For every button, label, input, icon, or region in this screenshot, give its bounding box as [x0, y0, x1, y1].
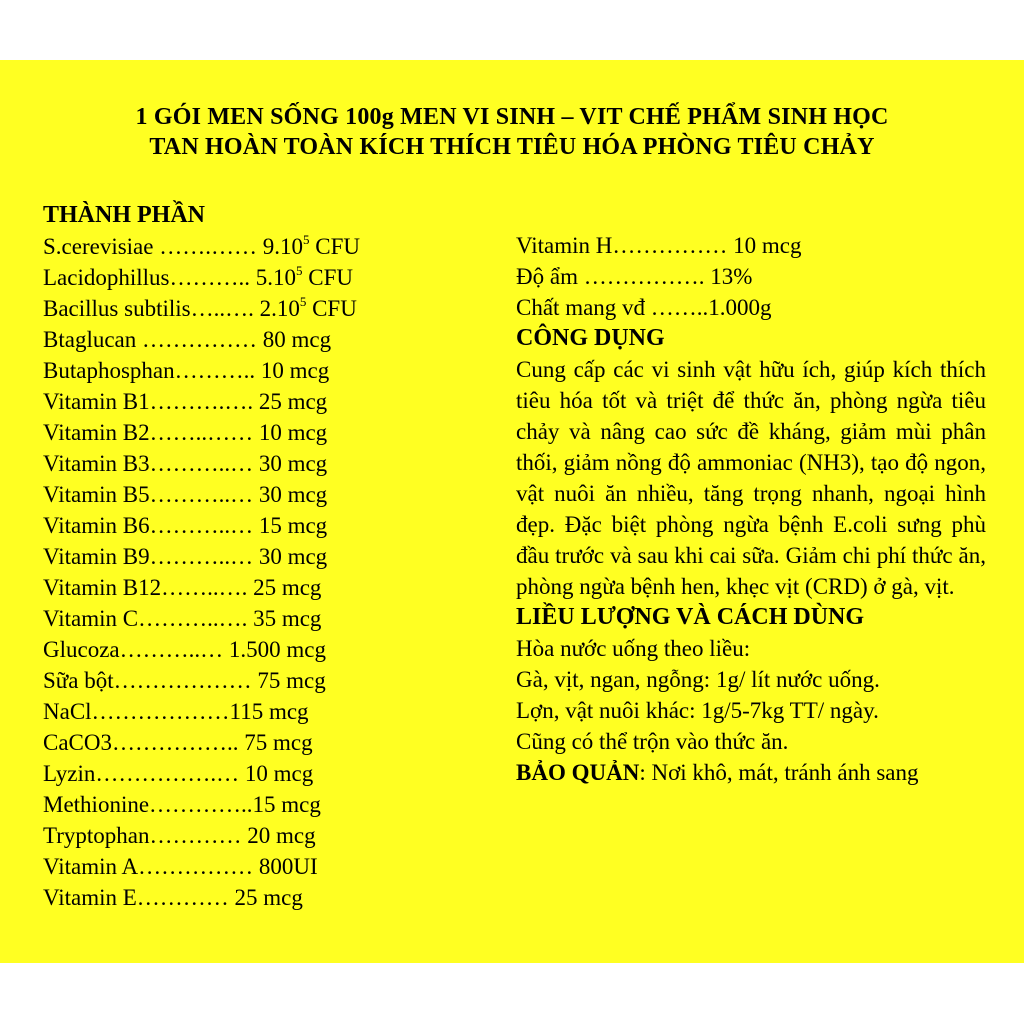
ingredient-unit: CFU	[302, 265, 353, 290]
dosage-heading: LIỀU LƯỢNG VÀ CÁCH DÙNG	[516, 604, 865, 630]
ingredient-text: Vitamin H…………… 10 mcg	[516, 233, 802, 258]
ingredient-row	[43, 231, 503, 262]
ingredient-row	[43, 262, 503, 293]
dosage-line: Hòa nước uống theo liều:	[516, 636, 751, 661]
dosage-line: Lợn, vật nuôi khác: 1g/5-7kg TT/ ngày.	[516, 698, 879, 723]
dosage-line: Cũng có thể trộn vào thức ăn.	[516, 729, 789, 754]
ingredient-text: Butaphosphan……….. 10 mcg	[43, 358, 330, 383]
ingredient-text: Lacidophillus……….. 5.10	[43, 265, 296, 290]
ingredient-row	[43, 603, 503, 634]
ingredient-text: Vitamin E………… 25 mcg	[43, 885, 303, 910]
ingredient-unit: CFU	[306, 296, 357, 321]
storage-label: BẢO QUẢN	[516, 760, 640, 785]
ingredient-row	[43, 665, 503, 696]
ingredient-list-continued	[516, 230, 986, 323]
ingredient-text: Vitamin B3………..… 30 mcg	[43, 451, 328, 476]
ingredient-text: Vitamin B9………..… 30 mcg	[43, 544, 328, 569]
storage-text: : Nơi khô, mát, tránh ánh sang	[639, 760, 919, 785]
ingredients-heading: THÀNH PHẦN	[43, 202, 205, 228]
ingredient-row	[43, 541, 503, 572]
uses-text: Cung cấp các vi sinh vật hữu ích, giúp kích thích tiêu hóa tốt và triệt để thức ăn, phòng ngừa tiêu chảy và nâng cao sức đề kháng, giảm mùi phân thối, giảm nồng độ ammoniac (NH3), tạo độ ngon, vật nuôi ăn nhiều, tăng trọng nhanh, ngoại hình đẹp. Đặc biệt phòng ngừa bệnh E.coli sưng phù đầu trước và sau khi cai sữa. Giảm chi phí thức ăn, phòng ngừa bệnh hen, khẹc vịt (CRD) ở gà, vịt.	[516, 357, 986, 599]
ingredient-row	[516, 261, 986, 292]
ingredient-text: Vitamin C………..…. 35 mcg	[43, 606, 322, 631]
dosage-line: Gà, vịt, ngan, ngỗng: 1g/ lít nước uống.	[516, 667, 880, 692]
ingredient-row	[43, 634, 503, 665]
ingredient-row	[43, 696, 503, 727]
ingredient-text: NaCl………………115 mcg	[43, 699, 309, 724]
ingredient-row	[43, 820, 503, 851]
ingredient-text: Sữa bột……………… 75 mcg	[43, 668, 326, 693]
ingredient-exponent: 5	[302, 232, 310, 247]
ingredient-row	[43, 758, 503, 789]
ingredient-row	[43, 355, 503, 386]
ingredient-text: Vitamin B5………..… 30 mcg	[43, 482, 328, 507]
ingredient-list	[43, 231, 503, 913]
title-line-2: TAN HOÀN TOÀN KÍCH THÍCH TIÊU HÓA PHÒNG TIÊU CHẢY	[149, 134, 875, 160]
ingredient-row	[43, 324, 503, 355]
product-title	[0, 102, 1024, 162]
ingredient-text: CaCO3…………….. 75 mcg	[43, 730, 313, 755]
ingredient-row	[43, 882, 503, 913]
ingredient-text: Btaglucan …………… 80 mcg	[43, 327, 332, 352]
ingredient-row	[43, 293, 503, 324]
ingredient-exponent: 5	[295, 263, 303, 278]
ingredient-row	[43, 417, 503, 448]
ingredient-row	[43, 386, 503, 417]
ingredient-row	[43, 510, 503, 541]
storage-section	[516, 757, 986, 788]
ingredient-text: Methionine…………..15 mcg	[43, 792, 321, 817]
ingredient-row	[516, 230, 986, 261]
ingredient-text: Vitamin B6………..… 15 mcg	[43, 513, 328, 538]
title-line-1: 1 GÓI MEN SỐNG 100g MEN VI SINH – VIT CHẾ PHẨM SINH HỌC	[135, 104, 889, 130]
ingredient-text: Tryptophan………… 20 mcg	[43, 823, 316, 848]
right-column	[516, 230, 986, 788]
ingredient-text: S.cerevisiae …….…… 9.10	[43, 234, 303, 259]
ingredient-text: Vitamin A…………… 800UI	[43, 854, 318, 879]
ingredient-text: Lyzin…………….… 10 mcg	[43, 761, 314, 786]
ingredient-text: Chất mang vđ ……..1.000g	[516, 295, 772, 320]
ingredient-text: Vitamin B1……….…. 25 mcg	[43, 389, 328, 414]
ingredient-row	[43, 448, 503, 479]
uses-heading: CÔNG DỤNG	[516, 325, 665, 351]
ingredients-column	[43, 200, 503, 913]
ingredient-row	[43, 727, 503, 758]
ingredient-text: Glucoza………..… 1.500 mcg	[43, 637, 326, 662]
ingredient-row	[43, 851, 503, 882]
ingredient-row	[43, 479, 503, 510]
ingredient-unit: CFU	[309, 234, 360, 259]
ingredient-exponent: 5	[299, 294, 307, 309]
ingredient-row	[43, 789, 503, 820]
ingredient-text: Vitamin B12……..…. 25 mcg	[43, 575, 322, 600]
ingredient-text: Bacillus subtilis…..…. 2.10	[43, 296, 300, 321]
ingredient-text: Độ ẩm ……………. 13%	[516, 264, 753, 289]
product-label-panel	[0, 60, 1024, 963]
ingredient-row	[516, 292, 986, 323]
ingredient-text: Vitamin B2……..…… 10 mcg	[43, 420, 328, 445]
ingredient-row	[43, 572, 503, 603]
